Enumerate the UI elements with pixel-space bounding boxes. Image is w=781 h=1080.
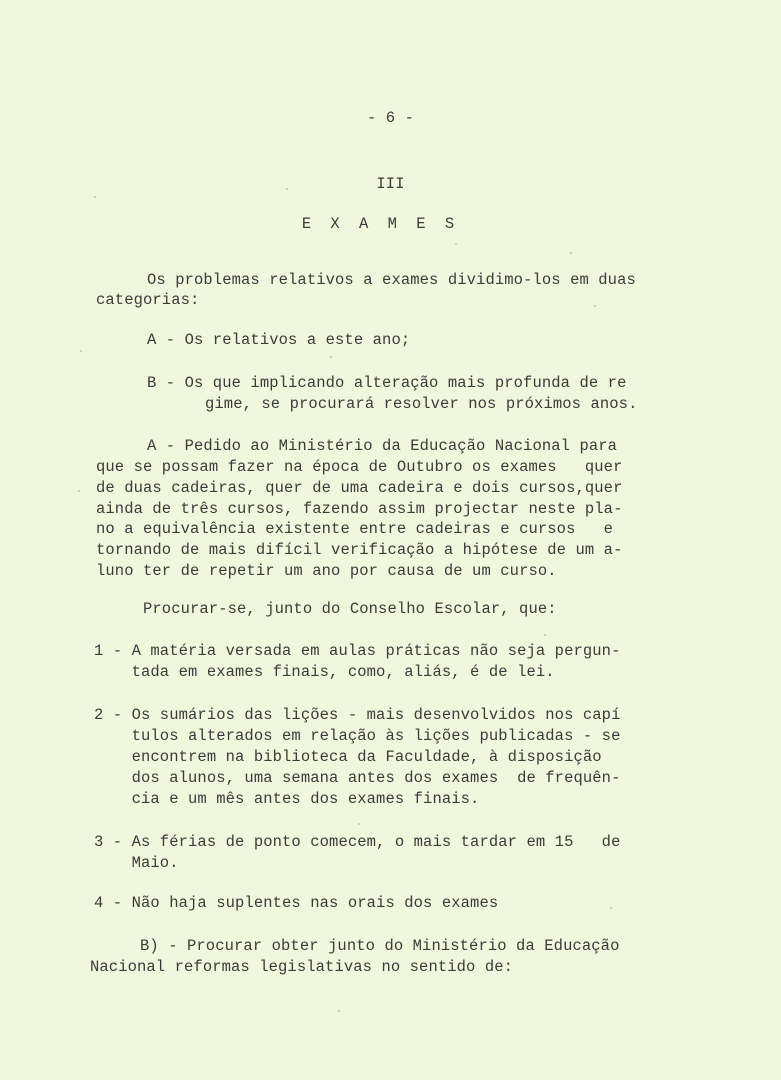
paragraph-a-line-6: tornando de mais difícil verificação a hipótese de um a- (96, 541, 623, 559)
item-2-line-1: 2 - Os sumários das lições - mais desenvolvidos nos capí (94, 706, 621, 724)
item-2-line-3: encontrem na biblioteca da Faculdade, à disposição (94, 748, 602, 766)
scan-speck (594, 305, 596, 307)
paragraph-a-line-3: de duas cadeiras, quer de uma cadeira e dois cursos,quer (96, 479, 623, 497)
procurar-intro: Procurar-se, junto do Conselho Escolar, que: (143, 600, 557, 618)
scan-speck (338, 1010, 340, 1012)
category-a: A - Os relativos a este ano; (147, 331, 411, 349)
paragraph-a-line-5: no a equivalência existente entre cadeiras e cursos e (96, 520, 614, 538)
paragraph-a-line-7: luno ter de repetir um ano por causa de um curso. (96, 562, 557, 580)
intro-line-2: categorias: (96, 291, 200, 309)
scan-speck (455, 243, 457, 245)
item-2-line-5: cia e um mês antes dos exames finais. (94, 790, 480, 808)
scan-speck (544, 634, 546, 636)
scan-speck (330, 356, 332, 358)
scan-speck (78, 490, 80, 492)
page-number: - 6 - (366, 109, 414, 127)
paragraph-a-line-4: ainda de três cursos, fazendo assim projectar neste pla- (96, 500, 623, 518)
scan-speck (570, 252, 572, 254)
scan-speck (94, 196, 96, 198)
item-1-line-1: 1 - A matéria versada em aulas práticas não seja pergun- (94, 642, 621, 660)
paragraph-b-line-1: B) - Procurar obter junto do Ministério da Educação (140, 937, 620, 955)
item-3-line-2: Maio. (94, 854, 179, 872)
item-2-line-4: dos alunos, uma semana antes dos exames de frequên- (94, 769, 621, 787)
category-b-line-2: gime, se procurará resolver nos próximos anos. (205, 395, 638, 413)
section-title: E X A M E S (301, 215, 460, 233)
paragraph-a-line-2: que se possam fazer na época de Outubro os exames quer (96, 458, 623, 476)
scan-speck (610, 907, 612, 909)
scan-speck (286, 188, 288, 190)
item-3-line-1: 3 - As férias de ponto comecem, o mais tardar em 15 de (94, 833, 621, 851)
item-4-line-1: 4 - Não haja suplentes nas orais dos exames (94, 894, 499, 912)
item-1-line-2: tada em exames finais, como, aliás, é de lei. (94, 663, 555, 681)
intro-line-1: Os problemas relativos a exames dividimo-los em duas (147, 271, 636, 289)
scan-speck (80, 350, 82, 352)
paragraph-b-line-2: Nacional reformas legislativas no sentido de: (90, 958, 514, 976)
category-b-line-1: B - Os que implicando alteração mais profunda de re (147, 374, 627, 392)
item-2-line-2: tulos alterados em relação às lições publicadas - se (94, 727, 621, 745)
section-number: III (376, 175, 405, 193)
paragraph-a-line-1: A - Pedido ao Ministério da Educação Nacional para (147, 437, 618, 455)
scan-speck (358, 823, 360, 825)
